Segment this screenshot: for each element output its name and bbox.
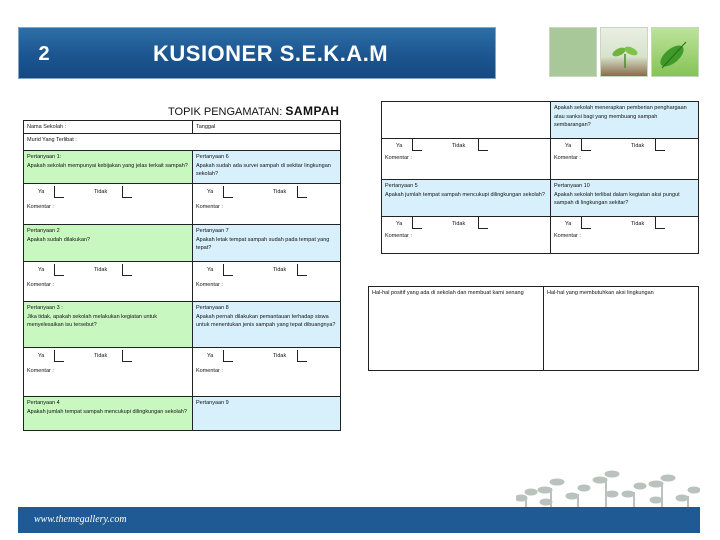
no-checkbox[interactable] — [478, 139, 488, 151]
answer-1: Ya Tidak Komentar : — [23, 183, 193, 225]
footer-bar — [18, 507, 700, 533]
yes-checkbox[interactable] — [223, 186, 233, 198]
no-checkbox[interactable] — [122, 264, 132, 276]
footer-url: www.themegallery.com — [34, 514, 127, 525]
answer-10: Ya Tidak Komentar : — [550, 216, 699, 254]
question-10: Pertanyaan 10 Apakah sekolah terlibat dalam kegiatan aksi pungut sampah di lingkungan sekitar? — [550, 179, 699, 217]
question-2: Pertanyaan 2 Apakah sudah dilakukan? — [23, 224, 193, 262]
date-cell: Tanggal — [192, 120, 341, 134]
no-checkbox[interactable] — [297, 350, 307, 362]
blank-cell — [381, 101, 551, 139]
yes-checkbox[interactable] — [54, 350, 64, 362]
no-checkbox[interactable] — [655, 217, 665, 229]
leaf-photo-tile — [651, 27, 699, 77]
answer-3: Ya Tidak Komentar : — [23, 347, 193, 397]
question-9: Pertanyaan 9 — [192, 396, 341, 431]
summary-table — [368, 286, 699, 371]
sprout-photo-tile — [600, 27, 648, 77]
answer-4: Ya Tidak Komentar : — [381, 138, 551, 180]
answer-5: Ya Tidak Komentar : — [381, 216, 551, 254]
slide-header — [18, 27, 496, 79]
answer-2: Ya Tidak Komentar : — [23, 261, 193, 302]
yes-checkbox[interactable] — [223, 264, 233, 276]
yes-checkbox[interactable] — [54, 186, 64, 198]
questionnaire-page-2 — [381, 101, 699, 271]
question-7: Pertanyaan 7 Apakah letak tempat sampah sudah pada tempat yang tepat? — [192, 224, 341, 262]
no-checkbox[interactable] — [122, 186, 132, 198]
students-involved-cell: Murid Yang Terlibat : — [23, 133, 341, 151]
yes-checkbox[interactable] — [412, 139, 422, 151]
improvement-needed-cell: Hal-hal yang membutuhkan aksi lingkungan — [543, 286, 699, 371]
yes-checkbox[interactable] — [581, 217, 591, 229]
question-4: Pertanyaan 4 Apakah jumlah tempat sampah mencukupi dilingkungan sekolah? — [23, 396, 193, 431]
slide-number: 2 — [38, 42, 50, 65]
decor-tile-green — [549, 27, 597, 77]
answer-9: Ya Tidak Komentar : — [550, 138, 699, 180]
no-checkbox[interactable] — [297, 264, 307, 276]
no-checkbox[interactable] — [655, 139, 665, 151]
no-checkbox[interactable] — [478, 217, 488, 229]
answer-8: Ya Tidak Komentar : — [192, 347, 341, 397]
question-3: Pertanyaan 3 : Jika tidak, apakah sekolah melakukan kegiatan untuk menyelesaikan isu tersebut? — [23, 301, 193, 348]
question-8: Pertanyaan 8 Apakah pernah dilakukan pemantauan terhadap siswa untuk menentukan jenis sampah yang tepat dibuangnya? — [192, 301, 341, 348]
question-1: Pertanyaan 1: Apakah sekolah mempunyai kebijakan yang jelas terkait sampah? — [23, 150, 193, 184]
questionnaire-page — [23, 101, 341, 431]
yes-checkbox[interactable] — [54, 264, 64, 276]
slide-title: KUSIONER S.E.K.A.M — [153, 41, 389, 66]
question-reward-sanction: Apakah sekolah menerapkan pemberian penghargaan atau sanksi bagi yang membuang sampah sembarangan? — [550, 101, 699, 139]
school-name-cell: Nama Sekolah : — [23, 120, 193, 134]
yes-checkbox[interactable] — [412, 217, 422, 229]
yes-checkbox[interactable] — [223, 350, 233, 362]
positive-things-cell: Hal-hal positif yang ada di sekolah dan membuat kami senang — [368, 286, 544, 371]
no-checkbox[interactable] — [297, 186, 307, 198]
no-checkbox[interactable] — [122, 350, 132, 362]
question-5: Pertanyaan 5 Apakah jumlah tempat sampah mencukupi dilingkungan sekolah? — [381, 179, 551, 217]
answer-6: Ya Tidak Komentar : — [192, 183, 341, 225]
doc-title: TOPIK PENGAMATAN: SAMPAH — [168, 104, 340, 118]
answer-7: Ya Tidak Komentar : — [192, 261, 341, 302]
yes-checkbox[interactable] — [581, 139, 591, 151]
question-6: Pertanyaan 6 Apakah sudah ada survei sampah di sekitar lingkungan sekolah? — [192, 150, 341, 184]
